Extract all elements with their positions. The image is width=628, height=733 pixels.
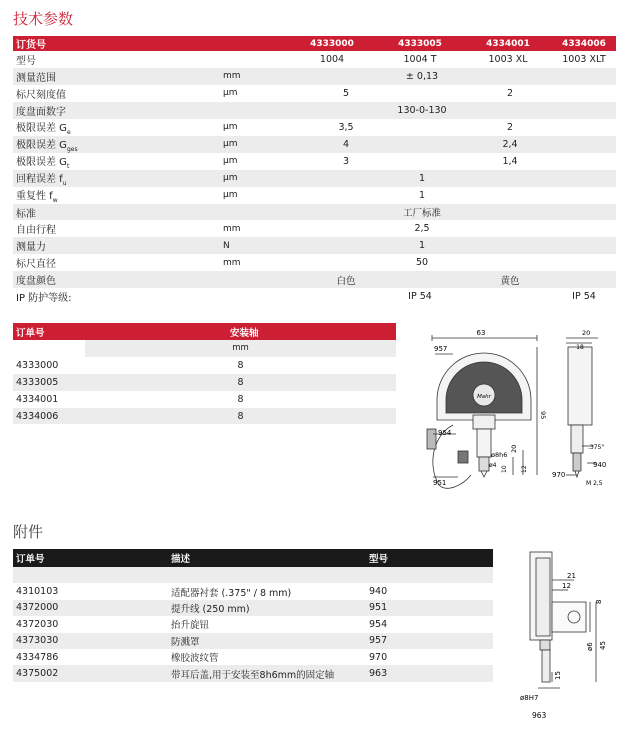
dim-18: 18	[576, 344, 584, 351]
spec-row-unit: µm	[223, 88, 238, 99]
spec-model-row	[13, 51, 616, 68]
spec-row-unit	[223, 204, 288, 221]
spec-header-col: 4333005	[376, 36, 464, 51]
spec-row-label: 度盘颜色	[13, 271, 223, 288]
acc-model: 940	[369, 586, 388, 598]
acc-number: 4373030	[13, 633, 171, 649]
spec-header-label: 订货号	[13, 36, 223, 51]
spec-row-unit: µm	[223, 156, 238, 167]
acc-header-model: 型号	[365, 549, 493, 567]
acc-desc: 抬升旋钮	[171, 620, 210, 632]
acc-row	[13, 616, 493, 632]
dim-m25: M 2,5	[586, 480, 603, 487]
spec-row	[13, 153, 616, 170]
spec-row-label: 重复性 $f_w$	[16, 190, 58, 204]
dim-951: 951	[433, 479, 447, 487]
spec-row-value: 3	[342, 155, 350, 167]
spec-row-label: 极限误差 $G_e$	[16, 122, 71, 136]
acc-model: 963	[365, 665, 493, 681]
spec-row-label: 标尺刻度值	[16, 89, 66, 101]
acc-model: 957	[365, 633, 493, 649]
acc-row	[13, 583, 493, 599]
dim-375: .375"	[588, 444, 605, 451]
acc-desc: 橡胶波纹管	[171, 653, 219, 665]
order-number: 4334006	[13, 408, 85, 425]
dim-970: 970	[552, 471, 566, 479]
spec-row	[13, 85, 616, 102]
order-number: 4333000	[16, 359, 59, 371]
spec-row	[13, 237, 616, 254]
acc-blank-row	[13, 567, 493, 583]
spec-header-col: 4334001	[464, 36, 552, 51]
dial-color-yellow: 黄色	[464, 271, 616, 288]
acc-number: 4310103	[16, 586, 59, 598]
spec-row	[13, 204, 616, 221]
dim-45: 45	[599, 641, 607, 650]
order-row	[13, 374, 396, 391]
spec-row-label: 标准	[13, 204, 223, 221]
dial-color-white: 白色	[288, 271, 464, 288]
dim-21: 21	[567, 572, 576, 580]
dim-12: 12	[521, 465, 528, 473]
spec-row-value: 50	[415, 257, 429, 269]
dim-15: 15	[554, 671, 562, 680]
spec-row-value: 2,5	[414, 223, 430, 235]
order-shaft: 8	[85, 408, 396, 425]
acc-header-row	[13, 549, 493, 567]
spec-row-label: IP 防护等级:	[16, 292, 72, 304]
spec-dial-color-row	[13, 271, 616, 288]
spec-row-value: ± 0,13	[288, 68, 616, 85]
spec-row-label: 自由行程	[16, 225, 56, 237]
spec-row-unit	[223, 102, 288, 119]
order-row	[13, 391, 396, 408]
order-header-number: 订单号	[13, 323, 85, 340]
spec-row-unit: N	[223, 237, 288, 254]
spec-row-value: 2	[506, 87, 514, 99]
section-title: 技术参数	[13, 10, 74, 28]
acc-desc: 带耳后盖,用于安装至8h6mm的固定轴	[171, 665, 365, 681]
spec-row-label: 度盘面数字	[13, 102, 223, 119]
spec-row-value: 1	[288, 237, 616, 254]
spec-row-value: 2,4	[464, 136, 616, 153]
dim-95: 95	[539, 411, 547, 420]
spec-row-value: 工厂标准	[288, 204, 616, 221]
spec-row-value: 2	[506, 121, 514, 133]
acc-model: 954	[369, 618, 388, 630]
acc-desc: 提升线 (250 mm)	[171, 600, 365, 616]
spec-row	[13, 136, 616, 153]
spec-row-label: 极限误差 $G_t$	[16, 156, 70, 170]
spec-row-label: 极限误差 $G_{ges}$	[13, 136, 223, 153]
dim-8: 8	[595, 599, 603, 604]
indicator-side-drawing	[552, 325, 618, 497]
spec-header-row	[13, 36, 616, 51]
spec-row-value: 4	[288, 136, 464, 153]
dim-957: 957	[434, 345, 448, 353]
spec-row-unit: mm	[223, 257, 241, 268]
ip-value: IP 54	[408, 290, 432, 302]
spec-header-col: 4333000	[288, 36, 376, 51]
dim-d4: ø4	[489, 462, 497, 469]
spec-row	[13, 119, 616, 136]
spec-row-value: 3,5	[338, 121, 354, 133]
acc-row	[13, 649, 493, 665]
dim-10: 10	[501, 465, 508, 473]
spec-row-label: 测量范围	[13, 68, 223, 85]
acc-row	[13, 600, 493, 616]
spec-row	[13, 68, 616, 85]
dim-20: 20	[582, 329, 591, 337]
accessories-table	[13, 549, 493, 682]
spec-row	[13, 254, 616, 271]
order-unit-row	[13, 340, 396, 357]
spec-row-unit: µm	[223, 190, 238, 201]
spec-row	[13, 102, 616, 119]
dim-bore: ø8H7	[520, 694, 539, 702]
spec-row-unit: µm	[223, 170, 288, 187]
spec-model: 1003 XL	[488, 53, 528, 65]
acc-desc: 适配器衬套 (.375" / 8 mm)	[171, 587, 292, 599]
order-shaft: 8	[85, 374, 396, 391]
dim-d6: ø6	[586, 642, 594, 651]
spec-row-label: 回程误差 $f_u$	[13, 170, 223, 187]
spec-row-value: 130-0-130	[288, 102, 616, 119]
spec-row-unit: mm	[223, 68, 288, 85]
order-unit: mm	[85, 340, 396, 357]
acc-number: 4334786	[16, 651, 59, 663]
dim-63: 63	[476, 329, 486, 337]
order-number: 4333005	[13, 374, 85, 391]
spec-row-label: 标尺直径	[16, 259, 56, 271]
order-shaft: 8	[237, 393, 244, 405]
acc-row	[13, 665, 493, 681]
dim-12: 12	[562, 582, 571, 590]
mahr-logo: Mahr	[477, 394, 491, 400]
spec-row	[13, 220, 616, 237]
order-number: 4334001	[16, 393, 59, 405]
spec-model: 1003 XLT	[562, 53, 606, 65]
spec-model: 1004 T	[403, 53, 437, 65]
order-row	[13, 408, 396, 425]
acc-desc: 防溅罩	[171, 633, 365, 649]
acc-number: 4372030	[16, 618, 59, 630]
order-row	[13, 357, 396, 374]
spec-row-unit: µm	[223, 122, 238, 133]
indicator-front-drawing	[413, 325, 551, 497]
dim-954: 954	[438, 429, 452, 437]
spec-row-value: 1	[288, 170, 616, 187]
acc-model: 970	[369, 651, 388, 663]
order-header-shaft: 安装轴	[85, 323, 396, 340]
spec-row-value: 1	[418, 189, 426, 201]
acc-model: 951	[365, 600, 493, 616]
spec-model: 1004	[319, 53, 345, 65]
order-header-row	[13, 323, 396, 340]
spec-row-unit: mm	[223, 223, 241, 234]
spec-row-label: 测量力	[13, 237, 223, 254]
spec-header-col: 4334006	[552, 36, 616, 51]
spec-row-value: 1,4	[502, 155, 518, 167]
dim-20: 20	[510, 444, 518, 453]
accessories-title: 附件	[13, 523, 44, 541]
order-shaft: 8	[237, 359, 244, 371]
acc-number: 4372000	[13, 600, 171, 616]
dim-shaft: ø8h6	[491, 451, 508, 459]
order-table	[13, 323, 396, 424]
acc-header-number: 订单号	[13, 549, 171, 567]
dim-963: 963	[532, 711, 547, 720]
ip-value: IP 54	[572, 290, 596, 302]
spec-row	[13, 170, 616, 187]
acc-row	[13, 633, 493, 649]
acc-number: 4375002	[13, 665, 171, 681]
spec-model-label: 型号	[16, 55, 36, 67]
spec-table	[13, 36, 616, 305]
back-cover-drawing	[512, 550, 612, 725]
spec-row-value: 5	[342, 87, 350, 99]
dim-940: 940	[593, 461, 607, 469]
spec-ip-row	[13, 288, 616, 305]
spec-row	[13, 187, 616, 204]
acc-header-desc: 描述	[171, 549, 365, 567]
spec-row-unit: µm	[223, 136, 288, 153]
